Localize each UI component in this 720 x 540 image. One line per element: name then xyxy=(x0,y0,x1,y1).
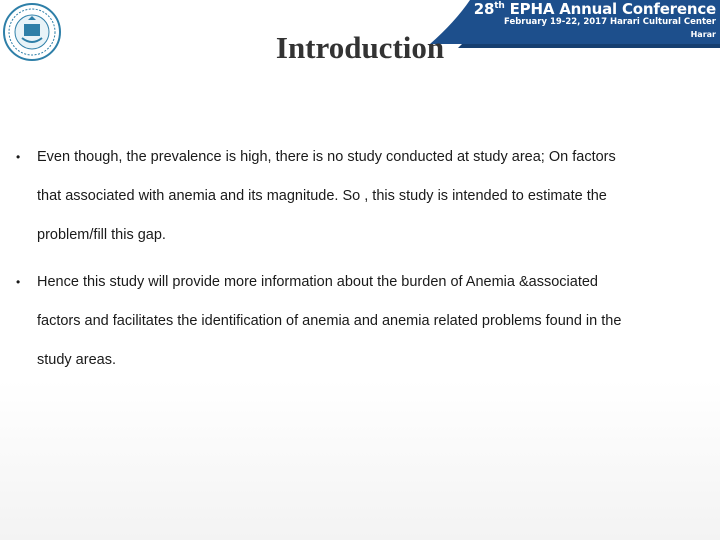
background-fade xyxy=(0,380,720,540)
bullet-line: that associated with anemia and its magnitude. So , this study is intended to estimate the xyxy=(37,188,607,204)
conference-dates-venue: February 19-22, 2017 Harari Cultural Center xyxy=(503,17,716,27)
bullet-item xyxy=(16,138,706,255)
bullet-dot-icon: • xyxy=(16,150,21,164)
bullet-text xyxy=(37,138,706,255)
bullet-dot-icon: • xyxy=(16,275,21,289)
conference-city: Harar xyxy=(690,30,716,39)
bullet-text xyxy=(37,263,706,380)
bullet-line: Even though, the prevalence is high, there is no study conducted at study area; On factors xyxy=(37,149,616,165)
bullet-item xyxy=(16,263,706,380)
bullet-line: factors and facilitates the identification of anemia and anemia related problems found in the xyxy=(37,313,622,329)
bullet-line: study areas. xyxy=(37,352,116,368)
conference-title: 28th EPHA Annual Conference xyxy=(473,0,716,18)
bullet-line: problem/fill this gap. xyxy=(37,227,166,243)
bullet-line: Hence this study will provide more information about the burden of Anemia &associated xyxy=(37,274,598,290)
bullet-list xyxy=(16,138,706,388)
slide-title: Introduction xyxy=(275,30,445,65)
